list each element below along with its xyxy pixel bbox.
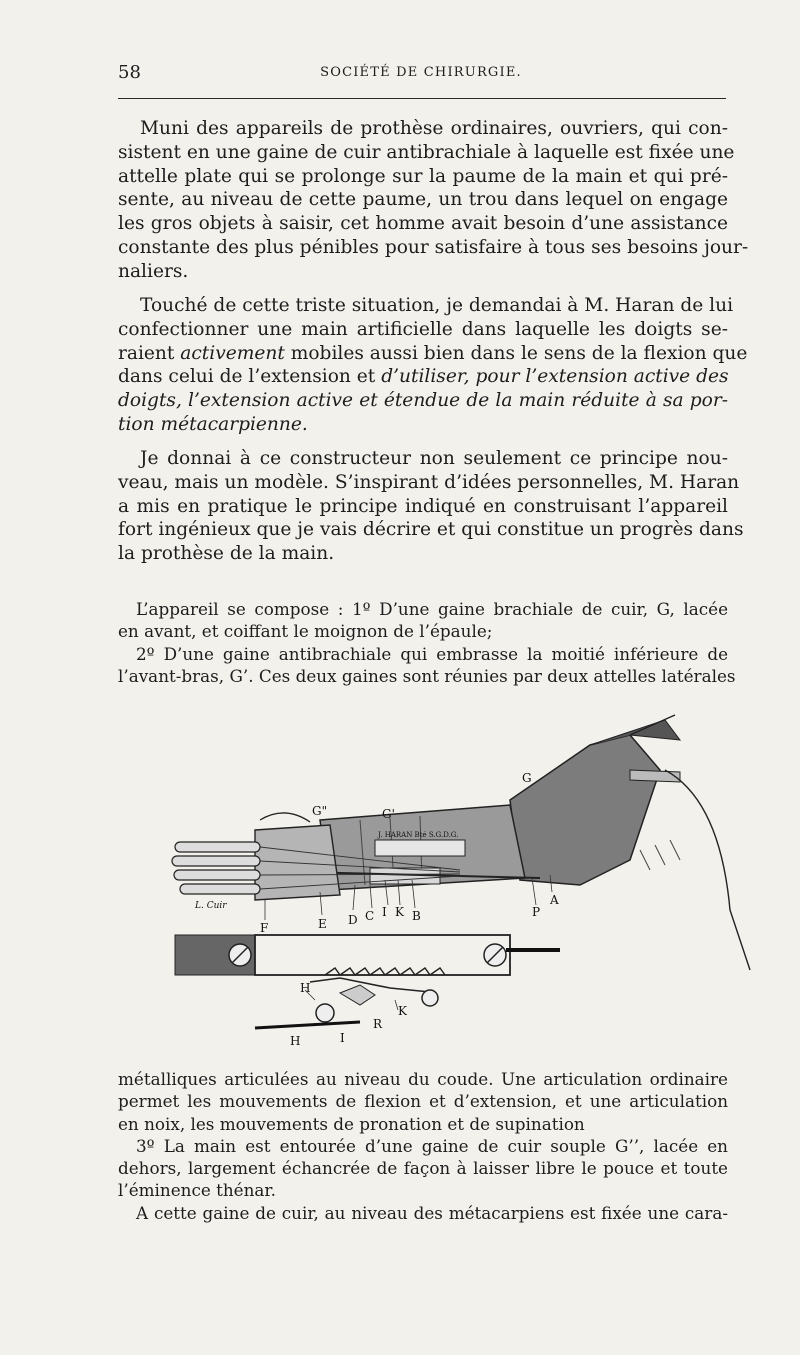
text-fragment: raient: [118, 342, 181, 364]
text-line: les gros objets à saisir, cet homme avait besoin d’une assistance: [118, 213, 728, 235]
text-line: Touché de cette triste situation, je demandai à M. Haran de lui: [140, 295, 734, 316]
label-G-prime: G': [382, 807, 395, 821]
label-G: G: [522, 771, 532, 785]
text-fragment: dans celui de l’extension et: [118, 366, 382, 388]
text-line: l’éminence thénar.: [118, 1180, 276, 1201]
label-K-detail: K: [398, 1004, 407, 1018]
italic-fragment: d’utiliser, pour l’extension active des: [381, 366, 729, 388]
label-K: K: [395, 905, 404, 919]
label-H: H: [300, 981, 311, 995]
header-rule: [118, 98, 726, 99]
text-line: attelle plate qui se prolonge sur la paume de la main et qui pré-: [118, 165, 728, 187]
text-line: en noix, les mouvements de pronation et de supination: [118, 1113, 585, 1134]
engraving: [160, 710, 760, 1050]
label-I: I: [382, 905, 387, 919]
italic-fragment: doigts, l’extension active et étendue de la main réduite à sa por-: [118, 390, 728, 412]
paragraph-2: [118, 294, 748, 437]
text-line: a mis en pratique le principe indiqué en construisant l’appareil: [118, 495, 728, 517]
text-line: Je donnai à ce constructeur non seulement ce principe nou-: [140, 448, 728, 469]
label-F: F: [260, 921, 269, 935]
running-title: SOCIÉTÉ DE CHIRURGIE.: [320, 65, 522, 80]
text-line: [118, 342, 748, 366]
text-line: l’avant-bras, G’. Ces deux gaines sont réunies par deux attelles latérales: [118, 665, 736, 686]
text-line: sistent en une gaine de cuir antibrachiale à laquelle est fixée une: [118, 141, 735, 163]
label-R: R: [373, 1017, 383, 1031]
label-E: E: [318, 917, 327, 931]
text-line: naliers.: [118, 260, 189, 282]
text-line: dehors, largement échancrée de façon à laisser libre le pouce et toute: [118, 1158, 728, 1179]
text-line: constante des plus pénibles pour satisfaire à tous ses besoins jour-: [118, 236, 749, 258]
italic-fragment: activement: [180, 342, 285, 364]
text-line: L’appareil se compose : 1º D’une gaine brachiale de cuir, G, lacée: [136, 599, 728, 619]
text-line: 3º La main est entourée d’une gaine de cuir souple G’’, lacée en: [136, 1135, 728, 1156]
text-line: sente, au niveau de cette paume, un trou dans lequel on engage: [118, 189, 728, 211]
label-C: C: [365, 909, 375, 923]
maker-stamp: J. HARAN Bté S.G.D.G.: [378, 831, 459, 839]
text-line: permet les mouvements de flexion et d’extension, et une articulation: [118, 1091, 728, 1112]
small-paragraph-1: [118, 598, 736, 687]
label-B: B: [412, 909, 421, 923]
text-line: fort ingénieux que je vais décrire et qui constitue un progrès dans: [118, 519, 744, 541]
text-line: 2º D’une gaine antibrachiale qui embrasse la moitié inférieure de: [136, 643, 728, 664]
italic-fragment: tion métacarpienne.: [118, 413, 308, 435]
text-fragment: mobiles aussi bien dans le sens de la flexion que: [284, 342, 748, 364]
text-line: métalliques articulées au niveau du coude. Une articulation ordinaire: [118, 1069, 728, 1089]
text-line: confectionner une main artificielle dans laquelle les doigts se-: [118, 318, 728, 340]
engraver-signature: L. Cuir: [195, 901, 227, 911]
label-H-detail: H: [290, 1034, 301, 1048]
label-D: D: [348, 913, 358, 927]
label-P: P: [532, 905, 541, 919]
text-line: la prothèse de la main.: [118, 543, 335, 565]
page-header: [118, 62, 724, 88]
small-paragraph-2: [118, 1068, 728, 1224]
paragraph-3: [118, 447, 744, 566]
label-G-double-prime: G": [312, 804, 328, 818]
text-line: [118, 365, 728, 389]
text-line: [118, 389, 728, 413]
text-line: A cette gaine de cuir, au niveau des métacarpiens est fixée une cara-: [136, 1202, 728, 1223]
text-line: en avant, et coiffant le moignon de l’épaule;: [118, 621, 493, 642]
prosthesis-illustration: [160, 710, 760, 1050]
page-number: 58: [118, 62, 141, 83]
text-line: Muni des appareils de prothèse ordinaires, ouvriers, qui con-: [140, 118, 728, 139]
label-I-detail: I: [340, 1031, 345, 1045]
text-line: [118, 413, 728, 437]
text-line: veau, mais un modèle. S’inspirant d’idées personnelles, M. Haran: [118, 471, 740, 493]
paragraph-1: [118, 117, 749, 284]
label-A: A: [550, 893, 559, 907]
